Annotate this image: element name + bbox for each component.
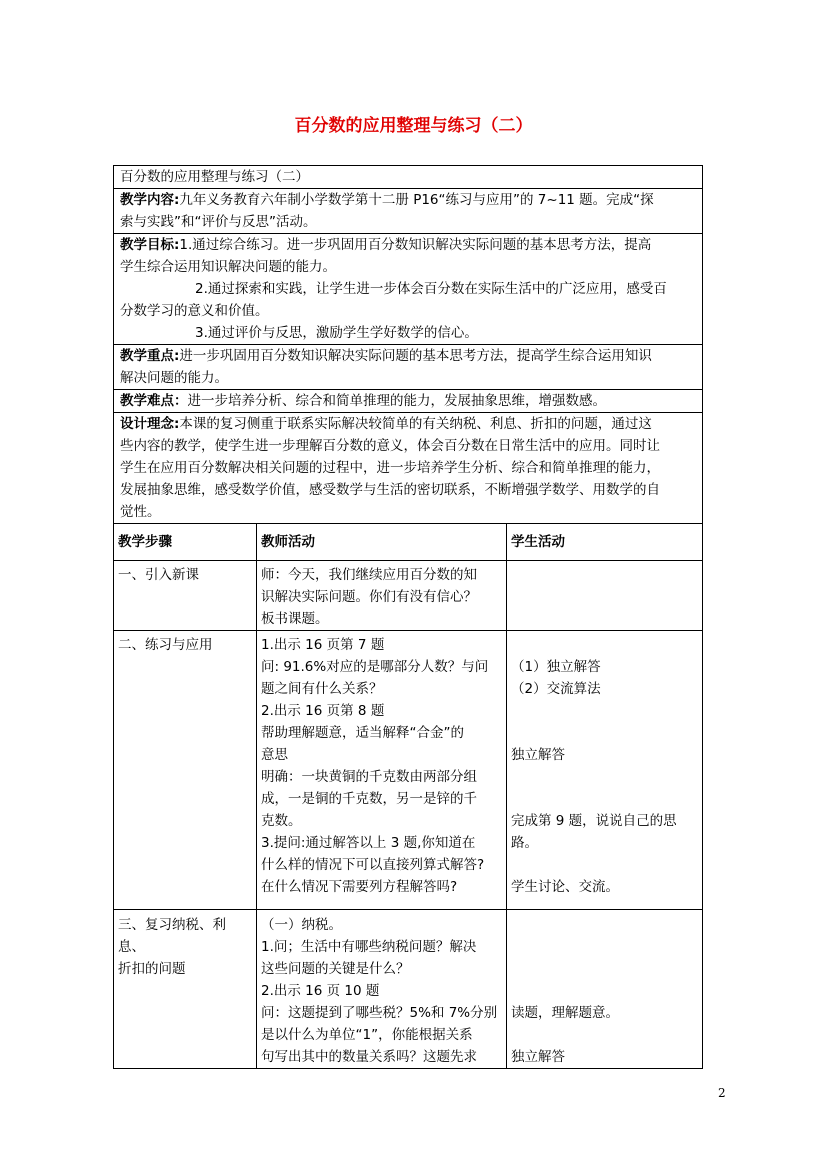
header-student: 学生活动 [507, 524, 703, 561]
review-step [114, 910, 257, 1069]
practice-teacher-line: 在什么情况下需要列方程解答吗? [261, 879, 458, 895]
intro-teacher-line: 板书课题。 [261, 611, 329, 627]
header-teacher: 教师活动 [257, 524, 507, 561]
design-text-3: 学生在应用百分数解决相关问题的过程中，进一步培养学生分析、综合和简单推理的能力， [120, 460, 660, 476]
practice-teacher-line: 克数。 [261, 813, 302, 829]
practice-teacher-line: 3.提问:通过解答以上 3 题,你知道在 [261, 835, 476, 851]
key-label: 教学重点: [120, 348, 180, 364]
practice-student-line: 完成第 9 题，说说自己的思 [511, 813, 677, 829]
practice-teacher-line: 明确：一块黄铜的千克数由两部分组 [261, 769, 477, 785]
content-row [114, 189, 703, 234]
content-text-2: 索与实践”和“评价与反思”活动。 [120, 214, 317, 230]
key-text-1: 进一步巩固用百分数知识解决实际问题的基本思考方法，提高学生综合运用知识 [179, 348, 652, 364]
lesson-name-row [114, 166, 703, 189]
intro-student [507, 561, 703, 631]
content-label: 教学内容: [120, 192, 180, 208]
lesson-name: 百分数的应用整理与练习（二） [114, 166, 703, 189]
practice-student-line: 独立解答 [511, 747, 565, 763]
review-student-line: 读题，理解题意。 [511, 1005, 619, 1021]
practice-teacher-line: 1.出示 16 页第 7 题 [261, 637, 385, 653]
practice-student-line: （1）独立解答 [511, 659, 601, 675]
practice-teacher-line: 意思 [261, 747, 288, 763]
review-step-line: 折扣的问题 [118, 961, 186, 977]
practice-teacher-line: 帮助理解题意，适当解释“合金”的 [261, 725, 464, 741]
practice-row [114, 631, 703, 910]
intro-step: 一、引入新课 [114, 561, 257, 631]
review-row [114, 910, 703, 1069]
key-text-2: 解决问题的能力。 [120, 370, 228, 386]
review-teacher-line: （一）纳税。 [261, 917, 342, 933]
review-teacher-line: 问：这题提到了哪些税？5%和 7%分别 [261, 1005, 498, 1021]
header-step: 教学步骤 [114, 524, 257, 561]
intro-teacher-line: 识解决实际问题。你们有没有信心？ [261, 589, 477, 605]
design-text-4: 发展抽象思维，感受数学价值，感受数学与生活的密切联系，不断增强学数学、用数学的自 [120, 482, 660, 498]
review-teacher-line: 是以什么为单位“1”，你能根据关系 [261, 1027, 473, 1043]
lesson-plan-table [113, 165, 703, 1069]
page-number: 2 [718, 1086, 726, 1100]
design-row [114, 413, 703, 524]
review-step-line: 三、复习纳税、利息、 [118, 917, 226, 955]
design-text-2: 些内容的教学，使学生进一步理解百分数的意义，体会百分数在日常生活中的应用。同时让 [120, 438, 660, 454]
practice-teacher [257, 631, 507, 910]
practice-teacher-line: 什么样的情况下可以直接列算式解答? [261, 857, 485, 873]
difficulty-row [114, 390, 703, 413]
practice-teacher-line: 题之间有什么关系？ [261, 681, 383, 697]
goal-3: 3.通过评价与反思，激励学生学好数学的信心。 [195, 325, 478, 341]
practice-step: 二、练习与应用 [114, 631, 257, 910]
review-teacher-line: 2.出示 16 页 10 题 [261, 983, 380, 999]
intro-teacher [257, 561, 507, 631]
steps-header-row [114, 524, 703, 561]
review-student [507, 910, 703, 1069]
practice-teacher-line: 问: 91.6%对应的是哪部分人数？与问 [261, 659, 489, 675]
design-text-1: 本课的复习侧重于联系实际解决较简单的有关纳税、利息、折扣的问题，通过这 [179, 416, 652, 432]
difficulty-text: 进一步培养分析、综合和简单推理的能力，发展抽象思维，增强数感。 [187, 393, 606, 409]
practice-student-line: 学生讨论、交流。 [511, 879, 619, 895]
goal-2b: 分数学习的意义和价值。 [120, 303, 269, 319]
practice-student-line: 路。 [511, 835, 538, 851]
practice-student [507, 631, 703, 910]
content-text-1: 九年义务教育六年制小学数学第十二册 P16“练习与应用”的 7~11 题。完成“探 [179, 192, 654, 208]
goal-1b: 学生综合运用知识解决问题的能力。 [120, 259, 336, 275]
practice-teacher-line: 成，一是铜的千克数，另一是锌的千 [261, 791, 477, 807]
practice-student-line: （2）交流算法 [511, 681, 601, 697]
goals-label: 教学目标: [120, 237, 180, 253]
review-teacher-line: 句写出其中的数量关系吗？这题先求 [261, 1049, 477, 1065]
goals-row [114, 234, 703, 345]
goal-1a: 1.通过综合练习。进一步巩固用百分数知识解决实际问题的基本思考方法，提高 [179, 237, 652, 253]
difficulty-label: 教学难点： [120, 393, 188, 409]
review-teacher-line: 1.问；生活中有哪些纳税问题？解决 [261, 939, 477, 955]
intro-teacher-line: 师：今天，我们继续应用百分数的知 [261, 567, 477, 583]
review-teacher-line: 这些问题的关键是什么？ [261, 961, 410, 977]
review-teacher [257, 910, 507, 1069]
key-row [114, 345, 703, 390]
design-text-5: 觉性。 [120, 504, 161, 520]
review-student-line: 独立解答 [511, 1049, 565, 1065]
document-title: 百分数的应用整理与练习（二） [294, 116, 533, 136]
goal-2a: 2.通过探索和实践，让学生进一步体会百分数在实际生活中的广泛应用，感受百 [195, 281, 667, 297]
intro-row [114, 561, 703, 631]
practice-teacher-line: 2.出示 16 页第 8 题 [261, 703, 385, 719]
design-label: 设计理念: [120, 416, 180, 432]
